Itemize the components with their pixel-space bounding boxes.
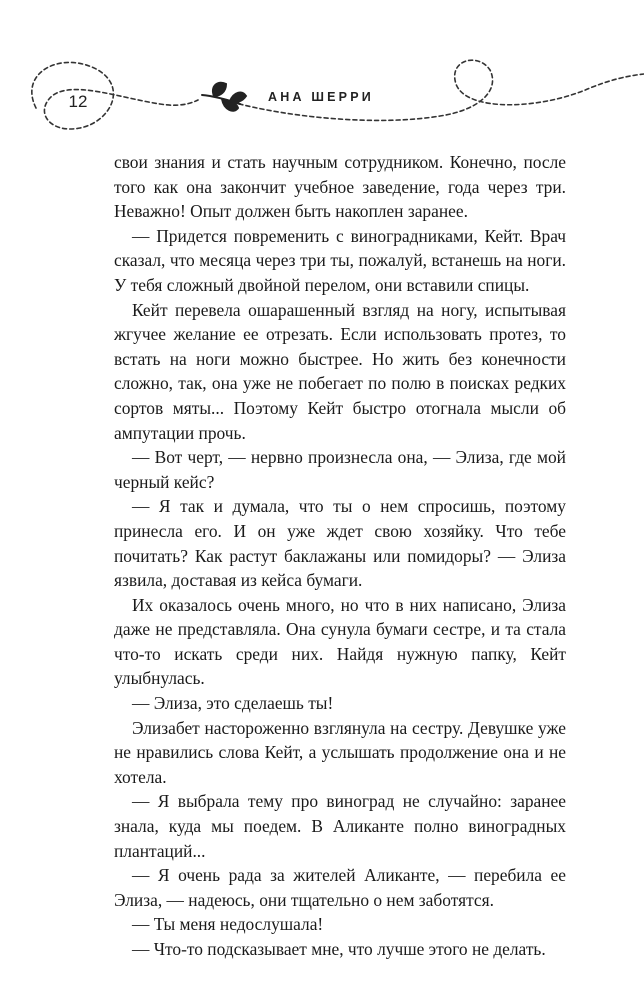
running-head-author: АНА ШЕРРИ [268,90,374,104]
paragraph: Элизабет настороженно взглянула на сестру. Девушке уже не нравились слова Кейт, а услышать продолжение она и не хотела. [114,717,566,787]
paragraph: — Ты меня недослушала! [132,914,324,935]
dotted-swirl-left [32,62,198,129]
paragraph: свои знания и стать научным сотрудником. Конечно, после того как она закончит учебное заведение, года через три. Неважно! Опыт должен быть накоплен заранее. [114,152,566,222]
paragraph: Кейт перевела ошарашенный взгляд на ногу, испытывая жгучее желание ее отрезать. Если использовать протез, то встать на ноги можно быстрее. Но жить без конечности сложно, так, она уже не побегает по полю в поисках редких сортов мяты... Поэтому Кейт быстро отогнала мысли об ампутации прочь. [114,299,566,443]
leaf-sprig-icon [202,83,246,111]
body-text [114,150,566,962]
page-number: 12 [68,92,88,111]
paragraph: — Вот черт, — нервно произнесла она, — Элиза, где мой черный кейс? [114,447,566,492]
paragraph: — Придется повременить с виноградниками, Кейт. Врач сказал, что месяца через три ты, пожалуй, встанешь на ноги. У тебя сложный двойной перелом, они вставили спицы. [114,225,566,295]
paragraph: Их оказалось очень много, но что в них написано, Элиза даже не представляла. Она сунула бумаги сестре, и та стала что-то искать среди них. Найдя нужную папку, Кейт улыбнулась. [114,594,566,689]
paragraph: — Я так и думала, что ты о нем спросишь, поэтому принесла его. И он уже ждет свою хозяйку. Что тебе почитать? Как растут баклажаны или помидоры? — Элиза язвила, доставая из кейса бумаги. [114,496,566,591]
paragraph: — Я выбрала тему про виноград не случайно: заранее знала, куда мы поедем. В Аликанте полно виноградных плантаций... [114,791,566,861]
header-decoration [0,0,644,150]
paragraph: — Что-то подсказывает мне, что лучше этого не делать. [132,939,546,959]
paragraph: — Элиза, это сделаешь ты! [132,693,334,714]
paragraph: — Я очень рада за жителей Аликанте, — перебила ее Элиза, — надеюсь, они тщательно о нем заботятся. [114,865,566,910]
